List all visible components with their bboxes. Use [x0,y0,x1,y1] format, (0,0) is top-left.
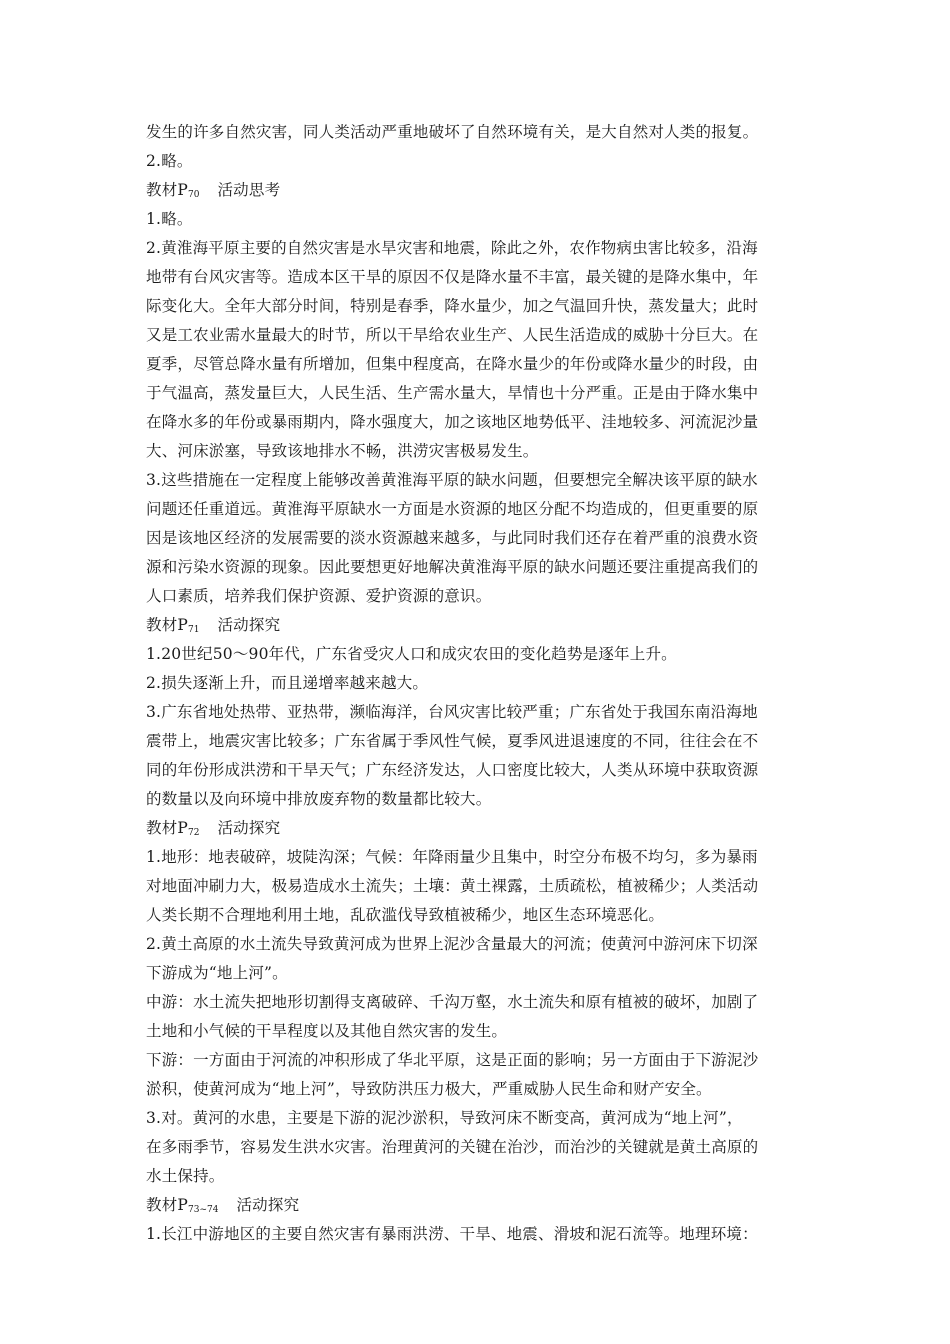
text-line: 2.黄土高原的水土流失导致黄河成为世界上泥沙含量最大的河流；使黄河中游河床下切深 [146,935,758,953]
heading-page: 70 [188,190,200,200]
text-line: 3.对。黄河的水患，主要是下游的泥沙淤积，导致河床不断变高，黄河成为“地上河”， [146,1109,743,1127]
text-line: 中游：水土流失把地形切割得支离破碎、千沟万壑，水土流失和原有植被的破坏，加剧了 [146,993,759,1011]
text-line: 3.这些措施在一定程度上能够改善黄淮海平原的缺水问题，但要想完全解决该平原的缺水 [146,471,758,489]
heading-title: 活动思考 [217,181,281,199]
text-line: 对地面冲刷力大，极易造成水土流失；土壤：黄土裸露，土质疏松，植被稀少；人类活动 [146,877,759,895]
text-line: 土地和小气候的干旱程度以及其他自然灾害的发生。 [146,1022,508,1040]
heading-ref: 教材P [146,181,189,199]
text-line: 人口素质，培养我们保护资源、爱护资源的意识。 [146,587,492,605]
heading-page: 72 [188,828,200,838]
heading-title: 活动探究 [217,616,281,634]
text-line: 于气温高，蒸发量巨大，人民生活、生产需水量大，旱情也十分严重。正是由于降水集中 [146,384,759,402]
text-line: 1.地形：地表破碎，坡陡沟深；气候：年降雨量少且集中，时空分布极不均匀，多为暴雨 [146,848,758,866]
heading-title: 活动探究 [236,1196,300,1214]
text-line: 又是工农业需水量最大的时节，所以干旱给农业生产、人民生活造成的威胁十分巨大。在 [146,326,759,344]
text-line: 2.损失逐渐上升，而且递增率越来越大。 [146,674,429,692]
text-line: 震带上，地震灾害比较多；广东省属于季风性气候，夏季风进退速度的不同，往往会在不 [146,732,759,750]
text-line: 1.略。 [146,210,193,228]
text-line: 的数量以及向环境中排放废弃物的数量都比较大。 [146,790,492,808]
document-body [146,118,814,1249]
text-line: 大、河床淤塞，导致该地排水不畅，洪涝灾害极易发生。 [146,442,539,460]
heading-page: 71 [188,625,200,635]
text-line: 在降水多的年份或暴雨期内，降水强度大，加之该地区地势低平、洼地较多、河流泥沙量 [146,413,759,431]
text-line: 3.广东省地处热带、亚热带，濒临海洋，台风灾害比较严重；广东省处于我国东南沿海地 [146,703,758,721]
heading-ref: 教材P [146,819,189,837]
text-line: 源和污染水资源的现象。因此要想更好地解决黄淮海平原的缺水问题还要注重提高我们的 [146,558,759,576]
text-line: 下游成为“地上河”。 [146,964,288,982]
text-line: 夏季，尽管总降水量有所增加，但集中程度高，在降水量少的年份或降水量少的时段，由 [146,355,759,373]
section-heading [146,611,814,640]
section-heading [146,814,814,843]
text-line: 因是该地区经济的发展需要的淡水资源越来越多，与此同时我们还存在着严重的浪费水资 [146,529,759,547]
text-line: 淤积，使黄河成为“地上河”，导致防洪压力极大，严重威胁人民生命和财产安全。 [146,1080,712,1098]
text-line: 2.黄淮海平原主要的自然灾害是水旱灾害和地震，除此之外，农作物病虫害比较多，沿海 [146,239,758,257]
text-line: 人类长期不合理地利用土地，乱砍滥伐导致植被稀少，地区生态环境恶化。 [146,906,665,924]
text-line: 地带有台风灾害等。造成本区干旱的原因不仅是降水量不丰富，最关键的是降水集中，年 [146,268,759,286]
text-line: 2.略。 [146,152,193,170]
text-line: 发生的许多自然灾害，同人类活动严重地破坏了自然环境有关，是大自然对人类的报复。 [146,123,759,141]
text-line: 水土保持。 [146,1167,225,1185]
section-heading [146,1191,814,1220]
section-heading [146,176,814,205]
text-line: 下游：一方面由于河流的冲积形成了华北平原，这是正面的影响；另一方面由于下游泥沙 [146,1051,759,1069]
text-line: 1.20世纪50～90年代，广东省受灾人口和成灾农田的变化趋势是逐年上升。 [146,645,677,663]
heading-title: 活动探究 [217,819,281,837]
heading-ref: 教材P [146,1196,189,1214]
text-line: 在多雨季节，容易发生洪水灾害。治理黄河的关键在治沙，而治沙的关键就是黄土高原的 [146,1138,759,1156]
heading-page: 73~74 [188,1205,219,1215]
text-line: 同的年份形成洪涝和干旱天气；广东经济发达，人口密度比较大，人类从环境中获取资源 [146,761,759,779]
text-line: 1.长江中游地区的主要自然灾害有暴雨洪涝、干旱、地震、滑坡和泥石流等。地理环境： [146,1225,758,1243]
heading-ref: 教材P [146,616,189,634]
text-line: 问题还任重道远。黄淮海平原缺水一方面是水资源的地区分配不均造成的，但更重要的原 [146,500,759,518]
text-line: 际变化大。全年大部分时间，特别是春季，降水量少，加之气温回升快，蒸发量大；此时 [146,297,759,315]
